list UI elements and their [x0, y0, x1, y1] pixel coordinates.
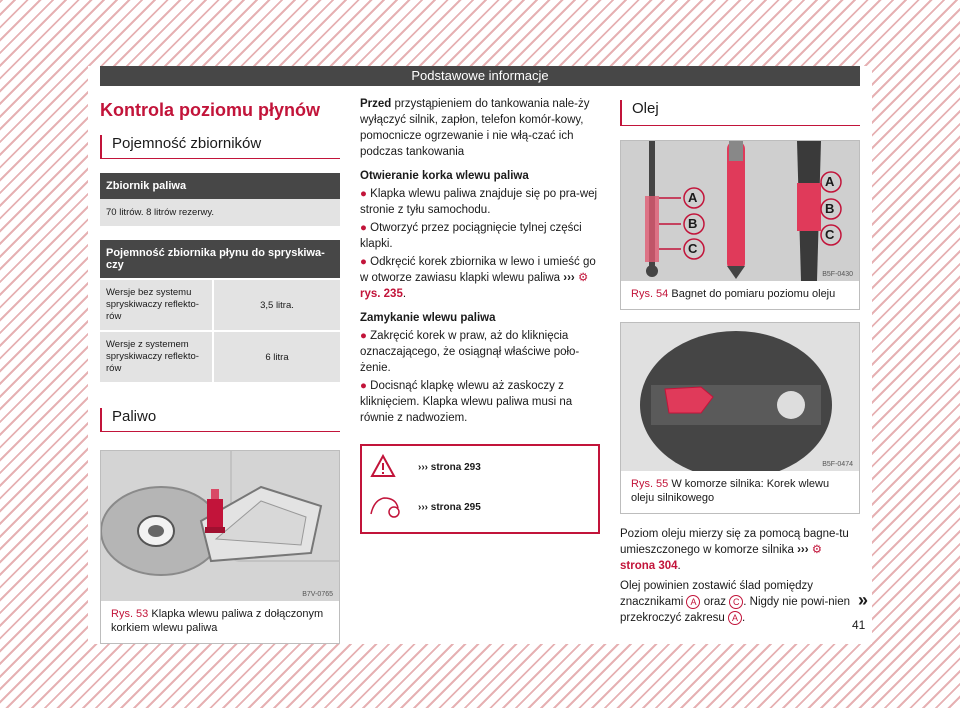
oil-paragraph-2: Olej powinien zostawić ślad pomiędzy znacznikami A oraz C . Nigdy nie powi-nien przekroczyć zakresu A . — [620, 580, 851, 624]
environment-icon — [368, 494, 402, 520]
list-item: ● Otworzyć przez pociągnięcie tylnej części klapki. — [360, 222, 582, 250]
figure-53 — [100, 450, 340, 644]
figure-code: B7V-0765 — [302, 591, 333, 598]
oil-paragraph-2-text: Olej powinien zostawić ślad pomiędzy znacznikami — [620, 580, 814, 608]
table-row — [100, 278, 340, 330]
figure-number: Rys. 54 — [631, 288, 669, 300]
figure-caption-text: Bagnet do pomiaru poziomu oleju — [671, 288, 836, 300]
table-cell-value: 3,5 litra. — [260, 300, 294, 311]
figure-number: Rys. 55 — [631, 478, 669, 490]
dipstick-image — [621, 141, 859, 281]
list-item-text: Docisnąć klapkę wlewu aż zaskoczy z kliknięciem. Klapka wlewu paliwa musi na równie z nadwoziem. — [360, 380, 573, 424]
label-b: B — [688, 216, 698, 231]
intro-text: przystąpieniem do tankowania nale-ży wyłączyć silnik, zapłon, telefon komór-kowy, pomocnicze ogrzewanie i nie włą-czać ich podczas tankowania — [360, 98, 590, 158]
fuel-flap-image — [101, 451, 339, 601]
figure-ref-link[interactable]: rys. 235 — [360, 288, 403, 300]
table-row — [100, 330, 340, 382]
close-title-text: Zamykanie wlewu paliwa — [360, 312, 496, 324]
list-item: ● Zakręcić korek w praw, aż do kliknięcia oznaczającego, że osiągnął właściwe poło-żenie. — [360, 330, 580, 374]
page-number: 41 — [852, 618, 866, 632]
main-title: Kontrola poziomu płynów — [100, 100, 320, 120]
list-item: ● Docisnąć klapkę wlewu aż zaskoczy z kliknięciem. Klapka wlewu paliwa musi na równie z nadwoziem. — [360, 380, 573, 424]
label-a: A — [688, 190, 698, 205]
open-title — [360, 168, 600, 184]
oil-paragraph-1-text: Poziom oleju mierzy się za pomocą bagne-tu umieszczonego w komorze silnika — [620, 528, 849, 556]
warning-link[interactable]: ››› strona 293 — [418, 462, 481, 473]
washer-tank-table — [100, 240, 340, 382]
continue-mark: » — [858, 590, 869, 610]
dipstick-illustration — [621, 141, 859, 281]
table-cell-value: 6 litra — [265, 352, 289, 363]
marker-a-icon: A — [728, 611, 742, 625]
oil-paragraph-2-text: . Nigdy nie powi-nien przekroczyć zakresu — [620, 596, 851, 624]
table-cell-label: Wersje z systemem spryskiwaczy reflekto-rów — [100, 332, 214, 382]
washer-table-header: Pojemność zbiornika płynu do spryskiwa-czy — [100, 240, 340, 278]
oil-text — [620, 526, 860, 626]
figure-ref-icon: ⚙ — [577, 272, 589, 284]
oil-cap-image — [621, 323, 859, 471]
warning-box — [360, 444, 600, 534]
list-item-text: Otworzyć przez pociągnięcie tylnej części klapki. — [360, 222, 582, 250]
figure-ref-icon: ⚙ — [811, 544, 823, 556]
table-cell-label: Wersje bez systemu spryskiwaczy reflekto-rów — [100, 280, 214, 330]
marker-a-icon: A — [686, 595, 700, 609]
fuel-table-header: Zbiornik paliwa — [100, 173, 340, 199]
section-fuel-title: Paliwo — [100, 408, 340, 432]
figure-caption — [101, 601, 339, 643]
ref-arrows: ››› — [563, 272, 575, 284]
oil-cap-illustration — [621, 323, 859, 471]
page-header: Podstawowe informacje — [100, 66, 860, 86]
left-column — [100, 96, 340, 644]
intro-bold: Przed — [360, 98, 392, 110]
close-title — [360, 310, 600, 326]
environment-link[interactable]: ››› strona 295 — [418, 502, 481, 513]
conjunction-text: oraz — [703, 596, 727, 608]
list-item-text: Zakręcić korek w praw, aż do kliknięcia oznaczającego, że osiągnął właściwe poło-żenie. — [360, 330, 580, 374]
open-title-text: Otwieranie korka wlewu paliwa — [360, 170, 529, 182]
right-column — [620, 96, 860, 634]
figure-code: B5F-0430 — [822, 271, 853, 278]
label-a: A — [825, 174, 835, 189]
figure-55 — [620, 322, 860, 514]
fuel-flap-illustration — [101, 451, 339, 601]
page-ref-link[interactable]: strona 304 — [620, 560, 678, 572]
figure-number: Rys. 53 — [111, 608, 149, 620]
list-item: ● Odkręcić korek zbiornika w lewo i umieść go w otworze zawiasu klapki wlewu paliwa ››› ⚙ rys. 235. — [360, 256, 596, 300]
label-c: C — [688, 241, 698, 256]
section-oil-title: Olej — [620, 100, 860, 126]
figure-caption — [621, 471, 859, 513]
list-item: ● Klapka wlewu paliwa znajduje się po pra-wej stronie z tyłu samochodu. — [360, 188, 598, 216]
list-item-text: Klapka wlewu paliwa znajduje się po pra-wej stronie z tyłu samochodu. — [360, 188, 598, 216]
figure-caption-text: W komorze silnika: Korek wlewu oleju silnikowego — [631, 478, 830, 504]
warning-triangle-icon — [370, 454, 396, 478]
intro-paragraph — [360, 96, 600, 160]
label-b: B — [825, 201, 835, 216]
figure-caption-text: Klapka wlewu paliwa z dołączonym korkiem wlewu paliwa — [111, 608, 324, 634]
figure-code: B5F-0474 — [822, 461, 853, 468]
label-c: C — [825, 227, 835, 242]
middle-column — [360, 96, 600, 534]
ref-arrows: ››› — [797, 544, 809, 556]
oil-paragraph-1: Poziom oleju mierzy się za pomocą bagne-tu umieszczonego w komorze silnika ››› ⚙ strona 304. — [620, 528, 849, 572]
fuel-table-value: 70 litrów. 8 litrów rezerwy. — [100, 199, 340, 226]
figure-54 — [620, 140, 860, 310]
list-item-text: Odkręcić korek zbiornika w lewo i umieść go w otworze zawiasu klapki wlewu paliwa — [360, 256, 596, 284]
fuel-tank-table — [100, 173, 340, 226]
figure-caption — [621, 281, 859, 309]
section-capacity-title: Pojemność zbiorników — [100, 135, 340, 159]
marker-c-icon: C — [729, 595, 743, 609]
